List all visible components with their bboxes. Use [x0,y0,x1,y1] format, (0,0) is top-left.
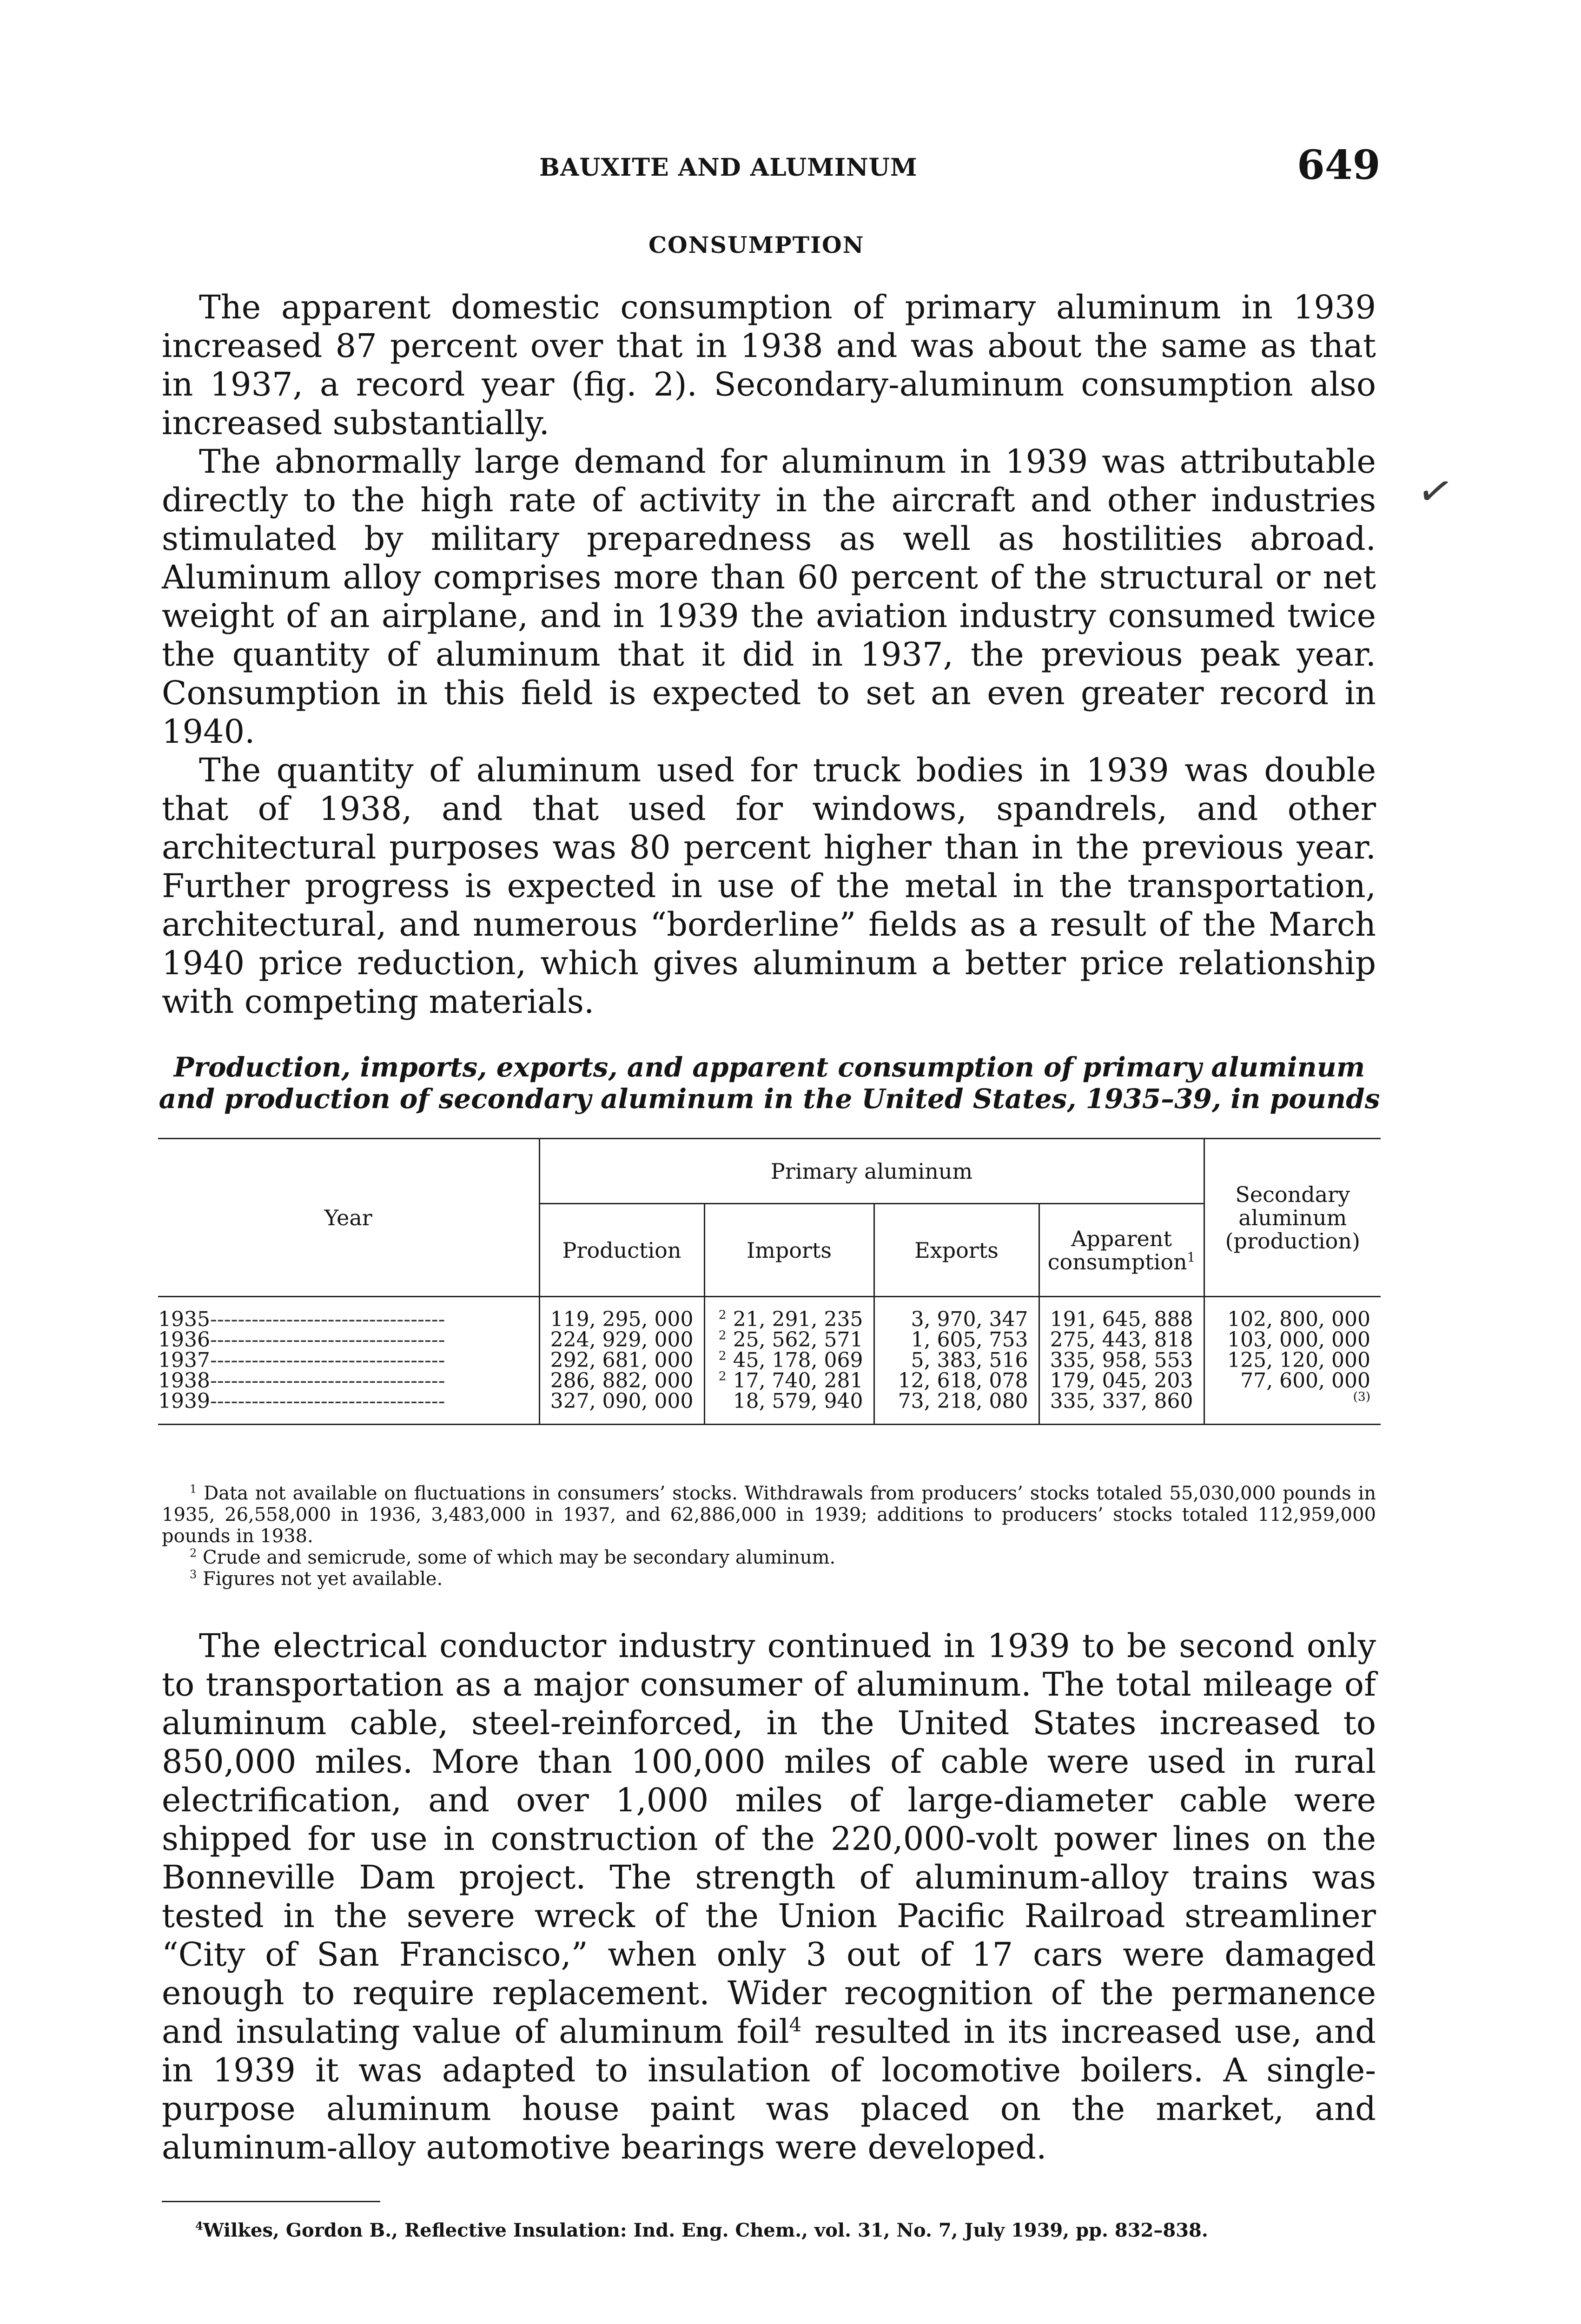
cell-year: 1935---------------------------------- [158,1307,445,1331]
cell-exports: 73, 218, 080 [874,1391,1039,1412]
table-row [158,1371,1381,1391]
table-caption: Production, imports, exports, and apparent consumption of primary aluminum and production of secondary aluminum in the United States, 1935–39, in pounds [159,1051,1380,1115]
page-number: 649 [1297,142,1381,189]
running-head: BAUXITE AND ALUMINUM [539,153,918,182]
header-exports: Exports [874,1204,1039,1297]
cell-year: 1939---------------------------------- [158,1389,445,1413]
cell-exports: 12, 618, 078 [874,1371,1039,1391]
section-heading: CONSUMPTION [648,231,865,258]
cell-imports: $^2$ 45, 178, 069 [704,1350,874,1371]
header-imports: Imports [704,1204,874,1297]
footnote-rule [162,2201,380,2202]
cell-apparent-consumption: 191, 645, 888 [1039,1309,1204,1330]
table-note-2: $^2$ Crude and semicrude, some of which may be secondary aluminum. [190,1546,836,1568]
table-row [158,1309,1381,1330]
cell-secondary: 103, 000, 000 [1204,1330,1381,1350]
paragraph: The electrical conductor industry continued in 1939 to be second only to transportation as a major consumer of aluminum. The total mileage of aluminum cable, steel-reinforced, in the United States increased to 850,000 miles. More than 100,000 miles of cable were used in rural electrification, and over 1,000 miles of large-diameter cable were shipped for use in construction of the 220,000-volt power lines on the Bonneville Dam project. The strength of aluminum-alloy trains was tested in the severe wreck of the Union Pacific Railroad streamliner “City of San Francisco,” when only 3 out of 17 cars were damaged enough to require replacement. Wider recognition of the permanence and insulating value of aluminum foil$^4$ resulted in its increased use, and in 1939 it was adapted to insulation of locomotive boilers. A single-purpose aluminum house paint was placed on the market, and aluminum-alloy automotive bearings were developed. [162,1627,1376,2166]
cell-year: 1938---------------------------------- [158,1369,445,1393]
check-mark-icon: ✓ [1413,464,1458,519]
cell-secondary: 102, 800, 000 [1204,1309,1381,1330]
cell-year: 1936---------------------------------- [158,1328,445,1352]
cell-exports: 3, 970, 347 [874,1309,1039,1330]
body-text-bottom [162,1627,1376,2167]
header-secondary: Secondary aluminum (production) [1204,1139,1381,1297]
cell-production: 292, 681, 000 [539,1350,704,1371]
paragraph: The apparent domestic consumption of primary aluminum in 1939 increased 87 percent over that in 1938 and was about the same as that in 1937, a record year (fig. 2). Secondary-aluminum consumption also increased substantially. [162,288,1376,442]
cell-apparent-consumption: 275, 443, 818 [1039,1330,1204,1350]
cell-secondary: (3) [1204,1391,1381,1412]
aluminum-statistics-table [158,1138,1381,1425]
paragraph: The quantity of aluminum used for truck bodies in 1939 was double that of 1938, and that used for windows, spandrels, and other architectural purposes was 80 percent higher than in the previous year. Further progress is expected in use of the metal in the transportation, architectural, and numerous “borderline” fields as a result of the March 1940 price reduction, which gives aluminum a better price relationship with competing materials. [162,751,1376,1021]
table-row [158,1330,1381,1350]
cell-exports: 1, 605, 753 [874,1330,1039,1350]
footnote: $^4$Wilkes, Gordon B., Reflective Insulation: Ind. Eng. Chem., vol. 31, No. 7, July 1939, pp. 832–838. [195,2219,1208,2241]
cell-apparent-consumption: 179, 045, 203 [1039,1371,1204,1391]
table-row [158,1391,1381,1412]
header-production: Production [539,1204,704,1297]
cell-secondary: 77, 600, 000 [1204,1371,1381,1391]
cell-exports: 5, 383, 516 [874,1350,1039,1371]
cell-imports: $^2$ 25, 562, 571 [704,1330,874,1350]
cell-imports: $^2$ 21, 291, 235 [704,1309,874,1330]
cell-production: 119, 295, 000 [539,1309,704,1330]
cell-apparent-consumption: 335, 958, 553 [1039,1350,1204,1371]
table-note-3: $^3$ Figures not yet available. [190,1568,443,1590]
paragraph: The abnormally large demand for aluminum in 1939 was attributable directly to the high rate of activity in the aircraft and other industries stimulated by military preparedness as well as hostilities abroad. Aluminum alloy comprises more than 60 percent of the structural or net weight of an airplane, and in 1939 the aviation industry consumed twice the quantity of aluminum that it did in 1937, the previous peak year. Consumption in this field is expected to set an even greater record in 1940. [162,442,1376,751]
table-row [158,1350,1381,1371]
table-notes [162,1483,1376,1590]
cell-production: 286, 882, 000 [539,1371,704,1391]
cell-imports: 18, 579, 940 [704,1391,874,1412]
table-note-1: $^1$ Data not available on fluctuations in consumers’ stocks. Withdrawals from producers’ stocks totaled 55,030,000 pounds in 1935, 26,558,000 in 1936, 3,483,000 in 1937, and 62,886,000 in 1939; additions to producers’ stocks totaled 112,959,000 pounds in 1938. [162,1482,1376,1547]
cell-year: 1937---------------------------------- [158,1348,445,1372]
cell-imports: $^2$ 17, 740, 281 [704,1371,874,1391]
cell-production: 327, 090, 000 [539,1391,704,1412]
cell-apparent-consumption: 335, 337, 860 [1039,1391,1204,1412]
cell-production: 224, 929, 000 [539,1330,704,1350]
header-year: Year [158,1139,539,1297]
cell-secondary: 125, 120, 000 [1204,1350,1381,1371]
header-apparent-consumption: Apparent consumption$^1$ [1039,1204,1204,1297]
body-text-top [162,288,1376,1021]
header-primary-aluminum: Primary aluminum [539,1139,1204,1204]
